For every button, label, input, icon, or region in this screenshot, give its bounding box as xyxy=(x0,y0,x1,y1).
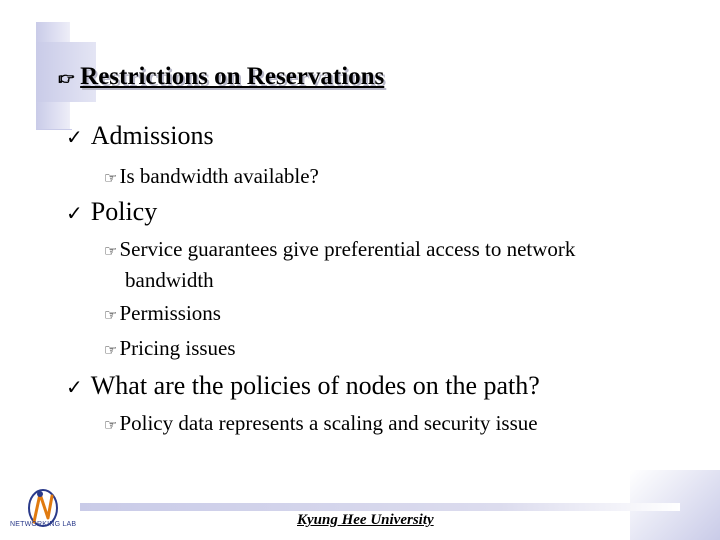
checkmark-icon: ✓ xyxy=(66,201,83,225)
sub-bullet xyxy=(104,162,664,193)
bullet-policy xyxy=(66,196,157,229)
sub-bullet xyxy=(104,235,664,295)
sub-bullet xyxy=(104,334,664,365)
sub-bullet xyxy=(104,409,664,440)
hand-pointer-icon: ☞ xyxy=(104,242,118,260)
bullet-text: What are the policies of nodes on the path? xyxy=(90,371,540,400)
checkmark-icon: ✓ xyxy=(66,375,83,399)
slide-title-text: Restrictions on Reservations xyxy=(80,63,385,90)
sub-bullet-text-continued: bandwidth xyxy=(125,268,214,292)
slide-title xyxy=(58,60,384,94)
sub-bullet-text: Pricing issues xyxy=(119,336,236,360)
sub-bullet-text: Permissions xyxy=(119,301,221,325)
hand-pointer-icon: ☞ xyxy=(104,416,118,434)
bullet-text: Admissions xyxy=(90,121,214,150)
university-name: Kyung Hee University xyxy=(297,512,434,528)
hand-pointer-icon: ☞ xyxy=(104,341,118,359)
bullet-node-policies xyxy=(66,370,540,403)
logo-text: NETWORKING LAB xyxy=(10,521,77,528)
sub-bullet-text: Service guarantees give preferential access to network xyxy=(119,237,576,261)
hand-pointer-icon: ☞ xyxy=(104,169,118,187)
footer-bar xyxy=(80,503,680,511)
hand-pointer-icon: ☞ xyxy=(104,306,118,324)
checkmark-icon: ✓ xyxy=(66,125,83,149)
pointer-icon: 👉︎ xyxy=(58,64,75,89)
bullet-text: Policy xyxy=(90,197,158,226)
sub-bullet xyxy=(104,299,664,330)
sub-bullet-text: Policy data represents a scaling and security issue xyxy=(119,411,538,435)
bullet-admissions xyxy=(66,120,214,153)
sub-bullet-text: Is bandwidth available? xyxy=(119,164,319,188)
